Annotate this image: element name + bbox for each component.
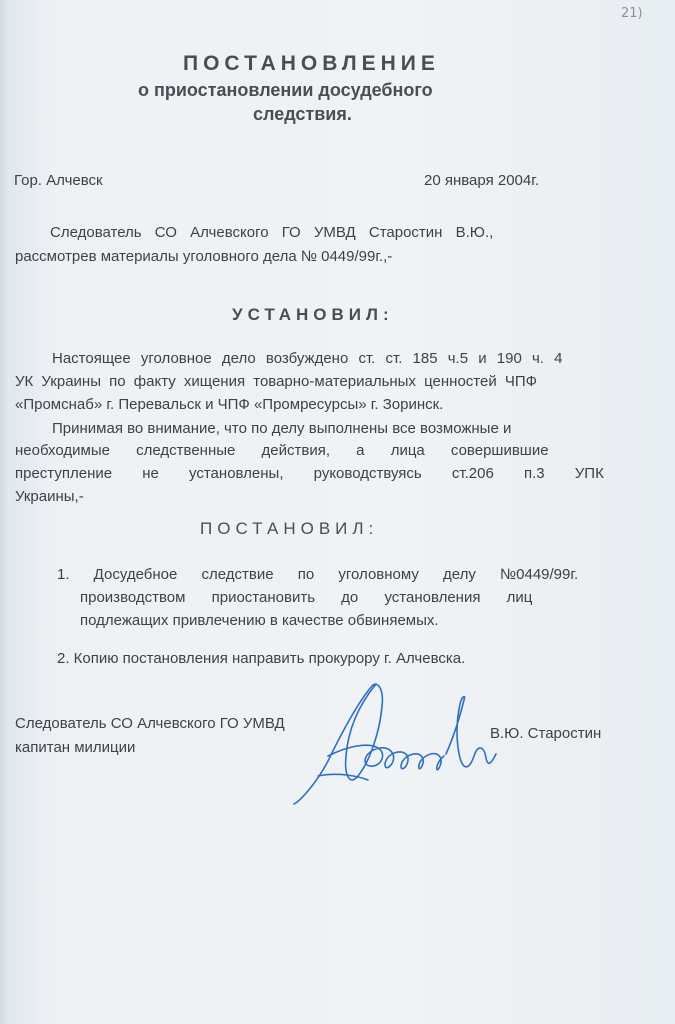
resolved-heading: ПОСТАНОВИЛ: xyxy=(200,519,379,538)
signatory-name: В.Ю. Старостин xyxy=(490,725,602,742)
page-edge-shadow xyxy=(0,0,10,1024)
resolved-item-1-line-3: подлежащих привлечению в качестве обвиняемых. xyxy=(80,612,439,629)
established-line: преступление не установлены, руководствуясь ст.206 п.3 УПК xyxy=(15,465,604,482)
document-subtitle-line2: следствия. xyxy=(253,104,352,124)
intro-line-2: рассмотрев материалы уголовного дела № 0449/99г.,- xyxy=(15,248,393,265)
city-label: Гор. Алчевск xyxy=(14,172,103,189)
document-subtitle-line1: о приостановлении досудебного xyxy=(138,80,433,100)
resolved-item-1-line-1: 1. Досудебное следствие по уголовному делу №0449/99г. xyxy=(57,566,579,583)
document-title: ПОСТАНОВЛЕНИЕ xyxy=(183,52,440,75)
established-line: Украины,- xyxy=(15,488,84,505)
established-heading: УСТАНОВИЛ: xyxy=(232,305,394,324)
signatory-position-line2: капитан милиции xyxy=(15,739,136,756)
established-line: Настоящее уголовное дело возбуждено ст. ст. 185 ч.5 и 190 ч. 4 xyxy=(52,350,563,367)
resolved-item-1-line-2: производством приостановить до установления лиц xyxy=(80,589,533,606)
established-line: необходимые следственные действия, а лица совершившие xyxy=(15,442,549,459)
document-date: 20 января 2004г. xyxy=(424,172,540,189)
handwritten-signature xyxy=(288,676,498,811)
signature-strokes xyxy=(294,684,496,804)
signatory-position-line1: Следователь СО Алчевского ГО УМВД xyxy=(15,715,285,732)
established-line: «Промснаб» г. Перевальск и ЧПФ «Промресурсы» г. Зоринск. xyxy=(15,396,444,413)
established-line: Принимая во внимание, что по делу выполнены все возможные и xyxy=(52,420,512,437)
resolved-item-2: 2. Копию постановления направить прокурору г. Алчевска. xyxy=(57,650,466,667)
established-line: УК Украины по факту хищения товарно-материальных ценностей ЧПФ xyxy=(15,373,538,390)
page-number: 21) xyxy=(621,6,643,21)
intro-line-1: Следователь СО Алчевского ГО УМВД Старостин В.Ю., xyxy=(50,224,494,241)
